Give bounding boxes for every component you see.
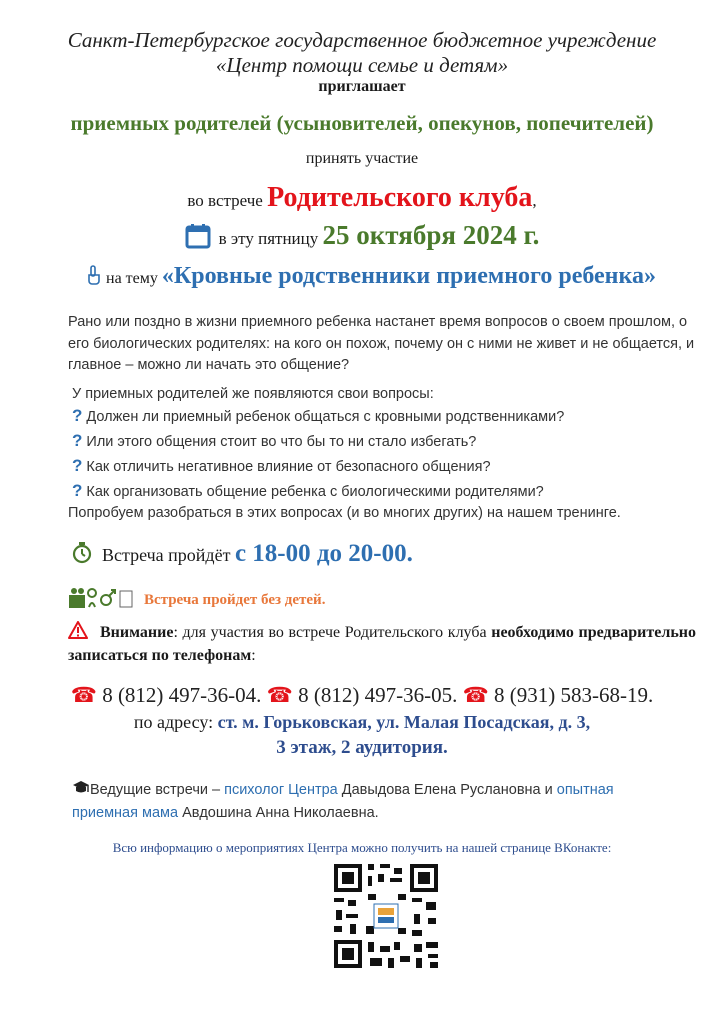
- family-icon: [68, 585, 134, 616]
- host-name-2: Авдошина Анна Николаевна.: [178, 805, 379, 821]
- address-line-2: 3 этаж, 2 аудитория.: [276, 737, 448, 758]
- question-mark-icon: ?: [72, 456, 83, 475]
- no-children-line: [68, 585, 325, 616]
- phone-number[interactable]: 8 (931) 583-68-19.: [494, 683, 654, 707]
- warning-block: [68, 621, 696, 666]
- club-name: Родительского клуба: [267, 182, 533, 213]
- phone-icon: ☎: [70, 683, 97, 707]
- meeting-date: 25 октября 2024 г.: [322, 220, 540, 250]
- organization-name: [0, 28, 724, 78]
- question-text: Как организовать общение ребенка с биологическими родителями?: [86, 484, 544, 500]
- question-mark-icon: ?: [72, 481, 83, 500]
- participate-text: принять участие: [305, 150, 419, 167]
- question-text: Должен ли приемный ребенок общаться с кровными родственниками?: [86, 409, 565, 425]
- hosts-paragraph: [72, 780, 672, 824]
- invites-text: приглашает: [318, 78, 406, 95]
- topic-prefix: на тему: [106, 270, 162, 287]
- meeting-prefix: во встрече: [187, 191, 268, 210]
- question-mark-icon: ?: [72, 431, 83, 450]
- address-prefix: по адресу:: [133, 712, 218, 732]
- time-line: [72, 540, 413, 569]
- warning-icon: [68, 621, 88, 645]
- time-prefix: Встреча пройдёт: [102, 545, 235, 565]
- phone-icon: ☎: [462, 683, 489, 707]
- question-text: Как отличить негативное влияние от безопасного общения?: [86, 459, 491, 475]
- vk-note: Всю информацию о мероприятиях Центра можно получить на нашей странице ВКонакте:: [112, 840, 612, 855]
- question-mark-icon: ?: [72, 406, 83, 425]
- calendar-icon: [185, 223, 211, 254]
- phones-line: [0, 683, 724, 708]
- phone-icon: ☎: [266, 683, 293, 707]
- question-item: [72, 406, 564, 426]
- phone-number[interactable]: 8 (812) 497-36-05.: [298, 683, 458, 707]
- org-line-2: «Центр помощи семье и детям»: [215, 53, 509, 77]
- question-item: [72, 431, 476, 451]
- warning-required: необходимо предварительно записаться по телефонам: [68, 624, 696, 664]
- graduation-cap-icon: [72, 780, 90, 803]
- question-item: [72, 481, 544, 501]
- time-range: с 18-00 до 20-00.: [234, 540, 413, 567]
- hosts-lead: Ведущие встречи –: [90, 782, 225, 798]
- question-text: Или этого общения стоит во что бы то ни стало избегать?: [86, 434, 477, 450]
- hand-pointer-icon: [86, 265, 102, 290]
- no-children-text: Встреча пройдет без детей.: [144, 592, 326, 608]
- meeting-suffix: ,: [532, 191, 537, 210]
- org-line-1: Санкт-Петербургское государственное бюджетное учреждение: [67, 28, 657, 52]
- warning-label: Внимание: [100, 624, 174, 641]
- question-item: [72, 456, 491, 476]
- meeting-line: [0, 182, 724, 214]
- host-role-1: психолог Центра: [224, 782, 338, 798]
- stopwatch-icon: [72, 542, 92, 569]
- topic-title: «Кровные родственники приемного ребенка»: [161, 263, 656, 289]
- host-name-1: Давыдова Елена Руслановна и: [337, 782, 557, 798]
- address-line-1: [0, 712, 724, 733]
- host-role-2: опытная приемная мама: [72, 782, 614, 821]
- date-prefix: в эту пятницу: [218, 229, 323, 248]
- warning-end: :: [251, 647, 256, 664]
- warning-text: : для участия во встрече Родительского клуба: [173, 624, 492, 641]
- phone-number[interactable]: 8 (812) 497-36-04.: [102, 683, 262, 707]
- address-text: ст. м. Горьковская, ул. Малая Посадская, д. 3,: [217, 712, 591, 732]
- training-note: Попробуем разобраться в этих вопросах (и во многих других) на нашем тренинге.: [68, 505, 621, 521]
- topic-line: [26, 263, 716, 290]
- audience-text: приемных родителей (усыновителей, опекунов, попечителей): [70, 111, 654, 135]
- date-line: [0, 220, 724, 254]
- questions-heading: У приемных родителей же появляются свои вопросы:: [72, 386, 434, 402]
- qr-code[interactable]: [332, 862, 440, 970]
- intro-paragraph: Рано или поздно в жизни приемного ребенка настанет время вопросов о своем прошлом, о его биологических родителях: на кого он похож, почему он с ними не живет и не общается, и главное – можно ли начать это общение?: [68, 314, 695, 373]
